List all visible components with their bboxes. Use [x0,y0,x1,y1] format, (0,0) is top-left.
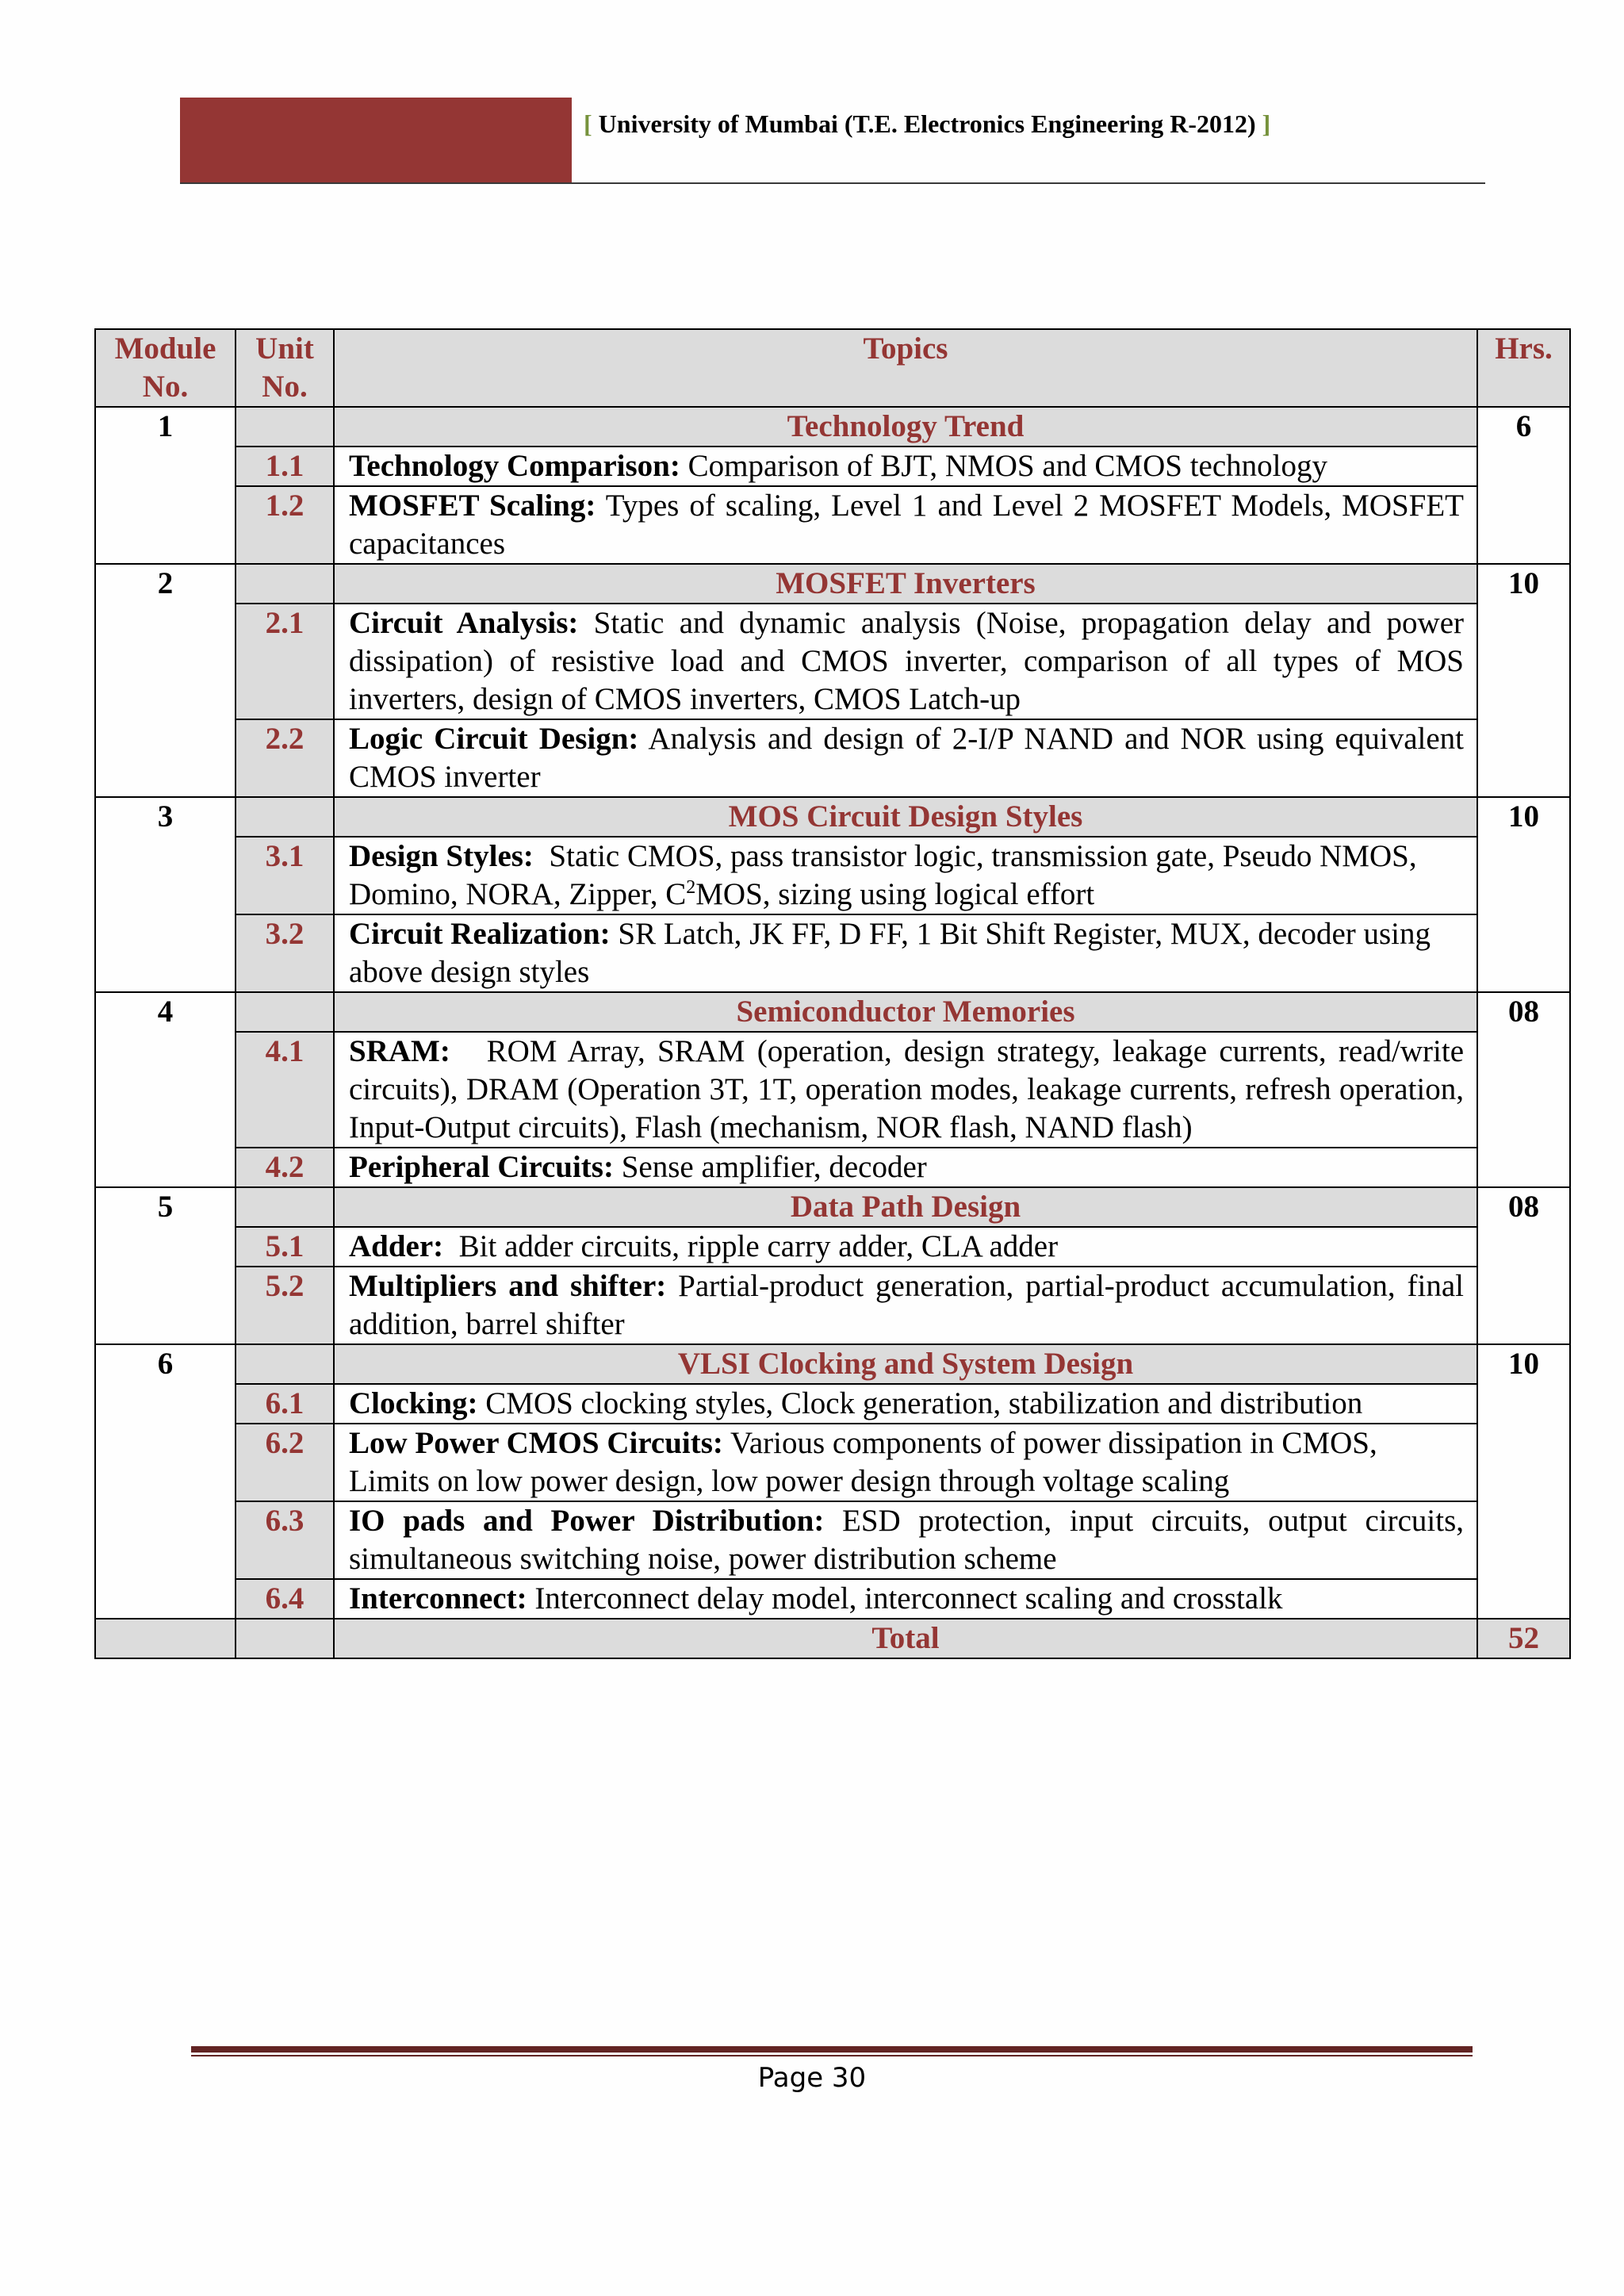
topic-term: SRAM: [349,1034,450,1068]
footer-rule-thick [191,2046,1473,2053]
topic-term: Clocking: [349,1386,478,1420]
topic-term: IO pads and Power Distribution: [349,1504,825,1538]
module-title-row [95,564,1570,604]
page-number: Page 30 [757,2062,867,2094]
module-title-row [95,797,1570,837]
unit-row [95,1267,1570,1344]
module-title: Data Path Design [334,1187,1477,1227]
unit-number: 5.2 [236,1267,334,1344]
module-title-row [95,407,1570,447]
module-hours: 10 [1477,1344,1570,1619]
unit-blank-cell [236,564,334,604]
total-row [95,1619,1570,1658]
unit-number: 2.2 [236,719,334,797]
unit-topic [334,447,1477,486]
header-rule [180,182,1485,184]
unit-row [95,1424,1570,1501]
header-module-no: Module No. [95,329,236,407]
unit-topic [334,837,1477,914]
topic-term: Circuit Realization: [349,917,611,951]
header-color-block [180,98,572,182]
module-hours: 6 [1477,407,1570,564]
module-title: MOSFET Inverters [334,564,1477,604]
topic-text: CMOS clocking styles, Clock generation, stabilization and distribution [485,1386,1363,1420]
module-hours: 08 [1477,992,1570,1187]
unit-row [95,1032,1570,1148]
module-number: 5 [95,1187,236,1344]
unit-topic [334,1032,1477,1148]
unit-number: 5.1 [236,1227,334,1267]
topic-text: Analysis and design of 2-I/P NAND and NOR using equivalent CMOS inverter [349,722,1464,794]
unit-number: 6.1 [236,1384,334,1424]
total-hours: 52 [1477,1619,1570,1658]
unit-number: 1.1 [236,447,334,486]
topic-term: Peripheral Circuits: [349,1150,614,1184]
topic-term: Technology Comparison: [349,449,680,483]
unit-number: 6.4 [236,1579,334,1619]
unit-row [95,1148,1570,1187]
unit-topic [334,1501,1477,1579]
module-number: 3 [95,797,236,992]
module-title-row [95,1344,1570,1384]
module-hours: 10 [1477,564,1570,797]
syllabus-table [94,328,1571,1659]
unit-number: 6.2 [236,1424,334,1501]
unit-number: 4.1 [236,1032,334,1148]
module-title-row [95,1187,1570,1227]
header-bracket-open: [ [584,109,592,138]
unit-row [95,1384,1570,1424]
topic-text: Comparison of BJT, NMOS and CMOS technology [688,449,1327,483]
topic-term: Circuit Analysis: [349,606,579,640]
unit-topic [334,1227,1477,1267]
unit-number: 6.3 [236,1501,334,1579]
module-title: VLSI Clocking and System Design [334,1344,1477,1384]
unit-blank-cell [236,407,334,447]
topic-text: Partial-product generation, partial-product accumulation, final addition, barrel shifter [349,1269,1465,1341]
topic-text: Interconnect delay model, interconnect scaling and crosstalk [534,1581,1283,1616]
module-hours: 08 [1477,1187,1570,1344]
unit-row [95,719,1570,797]
unit-blank-cell [236,992,334,1032]
topic-text: Static CMOS, pass transistor logic, transmission gate, Pseudo NMOS, Domino, NORA, Zipper, C [349,839,1417,911]
module-title: Semiconductor Memories [334,992,1477,1032]
unit-topic [334,1384,1477,1424]
module-number: 4 [95,992,236,1187]
topic-term: Low Power CMOS Circuits: [349,1426,723,1460]
topic-term: Design Styles: [349,839,534,873]
topic-term: Multipliers and shifter: [349,1269,667,1303]
unit-row [95,837,1570,914]
total-blank-cell [95,1619,236,1658]
unit-topic [334,1579,1477,1619]
header-title [584,109,1270,139]
topic-term: Interconnect: [349,1581,527,1616]
unit-row [95,1227,1570,1267]
topic-text: ESD protection, input circuits, output circuits, simultaneous switching noise, power distribution scheme [349,1504,1465,1576]
unit-blank-cell [236,1344,334,1384]
topic-text: Static and dynamic analysis (Noise, propagation delay and power dissipation) of resistive load and CMOS inverter, comparison of all types of MOS inverters, design of CMOS inverters, CMOS Latch-up [349,606,1465,716]
module-title-row [95,992,1570,1032]
unit-row [95,486,1570,564]
unit-topic [334,914,1477,992]
topic-text: Sense amplifier, decoder [621,1150,927,1184]
unit-topic [334,486,1477,564]
topic-text: Bit adder circuits, ripple carry adder, CLA adder [458,1229,1059,1263]
unit-topic [334,1148,1477,1187]
header-hrs: Hrs. [1477,329,1570,407]
unit-row [95,604,1570,719]
header-topics: Topics [334,329,1477,407]
table-header-row [95,329,1570,407]
unit-topic [334,604,1477,719]
topic-text: Types of scaling, Level 1 and Level 2 MOSFET Models, MOSFET capacitances [349,489,1465,561]
unit-blank-cell [236,797,334,837]
topic-text: SR Latch, JK FF, D FF, 1 Bit Shift Register, MUX, decoder using above design styles [349,917,1431,989]
superscript: 2 [686,877,696,898]
module-number: 6 [95,1344,236,1619]
topic-term: MOSFET Scaling: [349,489,596,523]
topic-text: MOS, sizing using logical effort [695,877,1095,911]
unit-row [95,914,1570,992]
footer-rule-thin [191,2055,1473,2056]
topic-term: Logic Circuit Design: [349,722,639,756]
unit-number: 2.1 [236,604,334,719]
module-hours: 10 [1477,797,1570,992]
unit-topic [334,719,1477,797]
unit-number: 3.1 [236,837,334,914]
unit-topic [334,1267,1477,1344]
module-title: MOS Circuit Design Styles [334,797,1477,837]
topic-text: ROM Array, SRAM (operation, design strategy, leakage currents, read/write circuits), DRAM (Operation 3T, 1T, operation modes, leakage currents, refresh operation, Input-Output circuits), Flash (mechanism, NOR flash, NAND flash) [349,1034,1465,1144]
header-bracket-close: ] [1262,109,1271,138]
unit-number: 1.2 [236,486,334,564]
unit-row [95,1579,1570,1619]
unit-row [95,447,1570,486]
header-unit-no: Unit No. [236,329,334,407]
total-blank-cell [236,1619,334,1658]
unit-blank-cell [236,1187,334,1227]
unit-number: 3.2 [236,914,334,992]
header-title-text: University of Mumbai (T.E. Electronics Engineering R-2012) [598,109,1256,138]
total-label: Total [334,1619,1477,1658]
module-number: 1 [95,407,236,564]
unit-number: 4.2 [236,1148,334,1187]
module-number: 2 [95,564,236,797]
unit-topic [334,1424,1477,1501]
module-title: Technology Trend [334,407,1477,447]
topic-text: Various components of power dissipation in CMOS, Limits on low power design, low power design through voltage scaling [349,1426,1377,1498]
topic-term: Adder: [349,1229,444,1263]
unit-row [95,1501,1570,1579]
